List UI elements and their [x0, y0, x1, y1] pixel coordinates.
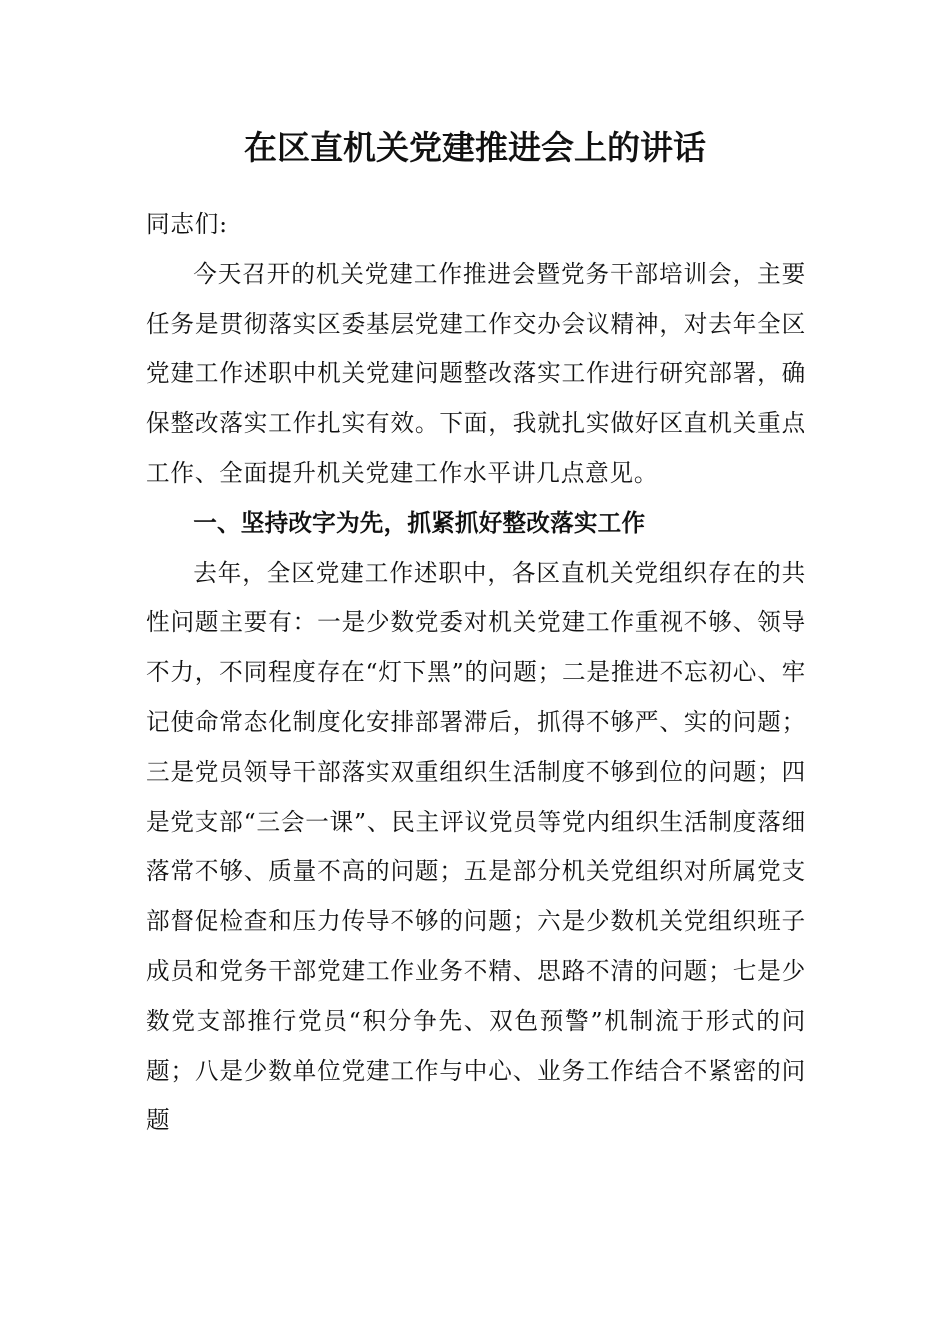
document-body — [146, 200, 806, 1146]
salutation: 同志们: — [146, 210, 228, 238]
document-title: 在区直机关党建推进会上的讲话 — [244, 128, 706, 167]
section-paragraph: 去年，全区党建工作述职中，各区直机关党组织存在的共性问题主要有：一是少数党委对机关党建工作重视不够、领导不力，不同程度存在“灯下黑”的问题；二是推进不忘初心、牢记使命常态化制度化安排部署滞后，抓得不够严、实的问题；三是党员领导干部落实双重组织生活制度不够到位的问题；四是党支部“三会一课”、民主评议党员等党内组织生活制度落细落常不够、质量不高的问题；五是部分机关党组织对所属党支部督促检查和压力传导不够的问题；六是少数机关党组织班子成员和党务干部党建工作业务不精、思路不清的问题；七是少数党支部推行党员“积分争先、双色预警”机制流于形式的问题；八是少数单位党建工作与中心、业务工作结合不紧密的问题 — [146, 558, 806, 1135]
section-heading: 一、坚持改字为先，抓紧抓好整改落实工作 — [193, 508, 646, 537]
intro-paragraph: 今天召开的机关党建工作推进会暨党务干部培训会，主要任务是贯彻落实区委基层党建工作交办会议精神，对去年全区党建工作述职中机关党建问题整改落实工作进行研究部署，确保整改落实工作扎实有效。下面，我就扎实做好区直机关重点工作、全面提升机关党建工作水平讲几点意见。 — [146, 259, 806, 487]
